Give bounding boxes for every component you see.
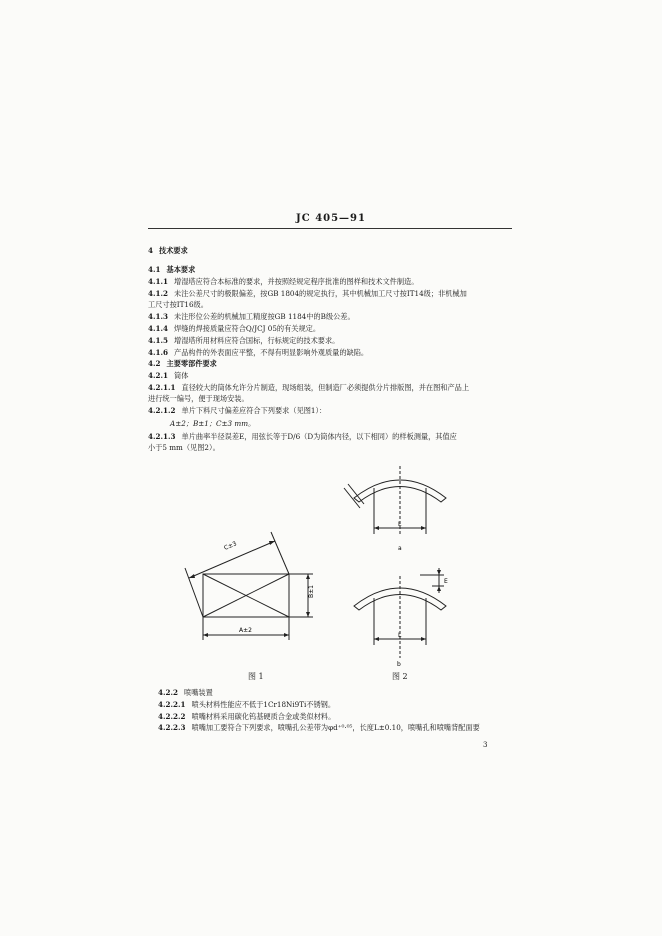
fig2-label-b: b — [397, 661, 401, 668]
section-4-2: 4.2 主要零部件要求 — [148, 359, 217, 368]
fig2-caption: 图 2 — [392, 672, 408, 681]
section-4-1-3: 4.1.3 未注形位公差的机械加工精度按GB 1184中的B级公差。 — [148, 312, 355, 321]
fig1-label-a: A±2 — [239, 627, 252, 634]
fig2b-label-l: L — [398, 632, 402, 639]
section-4-2-2-2: 4.2.2.2 喷嘴材料采用碳化钨基硬质合金或类似材料。 — [158, 712, 336, 721]
header-rule — [148, 228, 512, 229]
section-4-2-1: 4.2.1 筒体 — [148, 371, 189, 380]
section-4-1-2-cont: 工尺寸按IT16级。 — [148, 300, 208, 309]
section-4-2-2-3: 4.2.2.3 喷嘴加工要符合下列要求，喷嘴孔公差带为φd⁺⁰·⁰⁵，长度L±0.10，喷嘴孔和喷嘴背配面要 — [158, 723, 480, 732]
section-4-2-1-3-cont: 小于5 mm（见图2）。 — [148, 443, 220, 452]
section-4-1-5: 4.1.5 增湿塔所用材料应符合国标，行标规定的技术要求。 — [148, 336, 340, 345]
fig2b-label-e: E — [444, 578, 448, 585]
figure-2 — [340, 458, 470, 673]
figure-1 — [175, 528, 325, 658]
section-4-1-4: 4.1.4 焊缝的焊接质量应符合Q/JCJ 05的有关规定。 — [148, 324, 321, 333]
fig2a-label-l: L — [398, 521, 402, 528]
header-code: JC 405—91 — [296, 213, 366, 224]
section-4-2-1-2-formula: A±2；B±1；C±3 mm。 — [170, 419, 256, 428]
section-4-2-1-1-cont: 进行统一编号，便于现场安装。 — [148, 394, 249, 403]
fig1-label-c: C±3 — [223, 540, 238, 552]
section-4-1-6: 4.1.6 产品构件的外表面应平整，不得有明显影响外观质量的缺陷。 — [148, 348, 369, 357]
section-4-2-1-2: 4.2.1.2 单片下料尺寸偏差应符合下列要求（见图1）： — [148, 406, 327, 415]
fig1-caption: 图 1 — [248, 672, 264, 681]
section-4-2-1-3: 4.2.1.3 单片曲率半径误差E，用弦长等于D/6（D为筒体内径，以下相同）的样板测量，其值应 — [148, 432, 457, 441]
section-4-2-2: 4.2.2 喷嘴装置 — [158, 688, 213, 697]
fig2-label-a: a — [398, 545, 402, 552]
section-4-1-2: 4.1.2 未注公差尺寸的极限偏差，按GB 1804的规定执行，其中机械加工尺寸按IT14级；非机械加 — [148, 289, 467, 298]
section-4-2-1-1: 4.2.1.1 直径较大的筒体允许分片制造，现场组装，但制造厂必须提供分片排版图，并在图和产品上 — [148, 383, 470, 392]
section-4-2-2-1: 4.2.2.1 喷头材料性能应不低于1Cr18Ni9Ti不锈钢。 — [158, 700, 336, 709]
fig1-label-b: B±1 — [308, 585, 315, 598]
page-number: 3 — [483, 741, 488, 749]
section-4-1-1: 4.1.1 增湿塔应符合本标准的要求，并按照经规定程序批准的图样和技术文件制造。 — [148, 277, 419, 286]
section-4: 4 技术要求 — [148, 246, 188, 255]
section-4-1: 4.1 基本要求 — [148, 265, 196, 274]
